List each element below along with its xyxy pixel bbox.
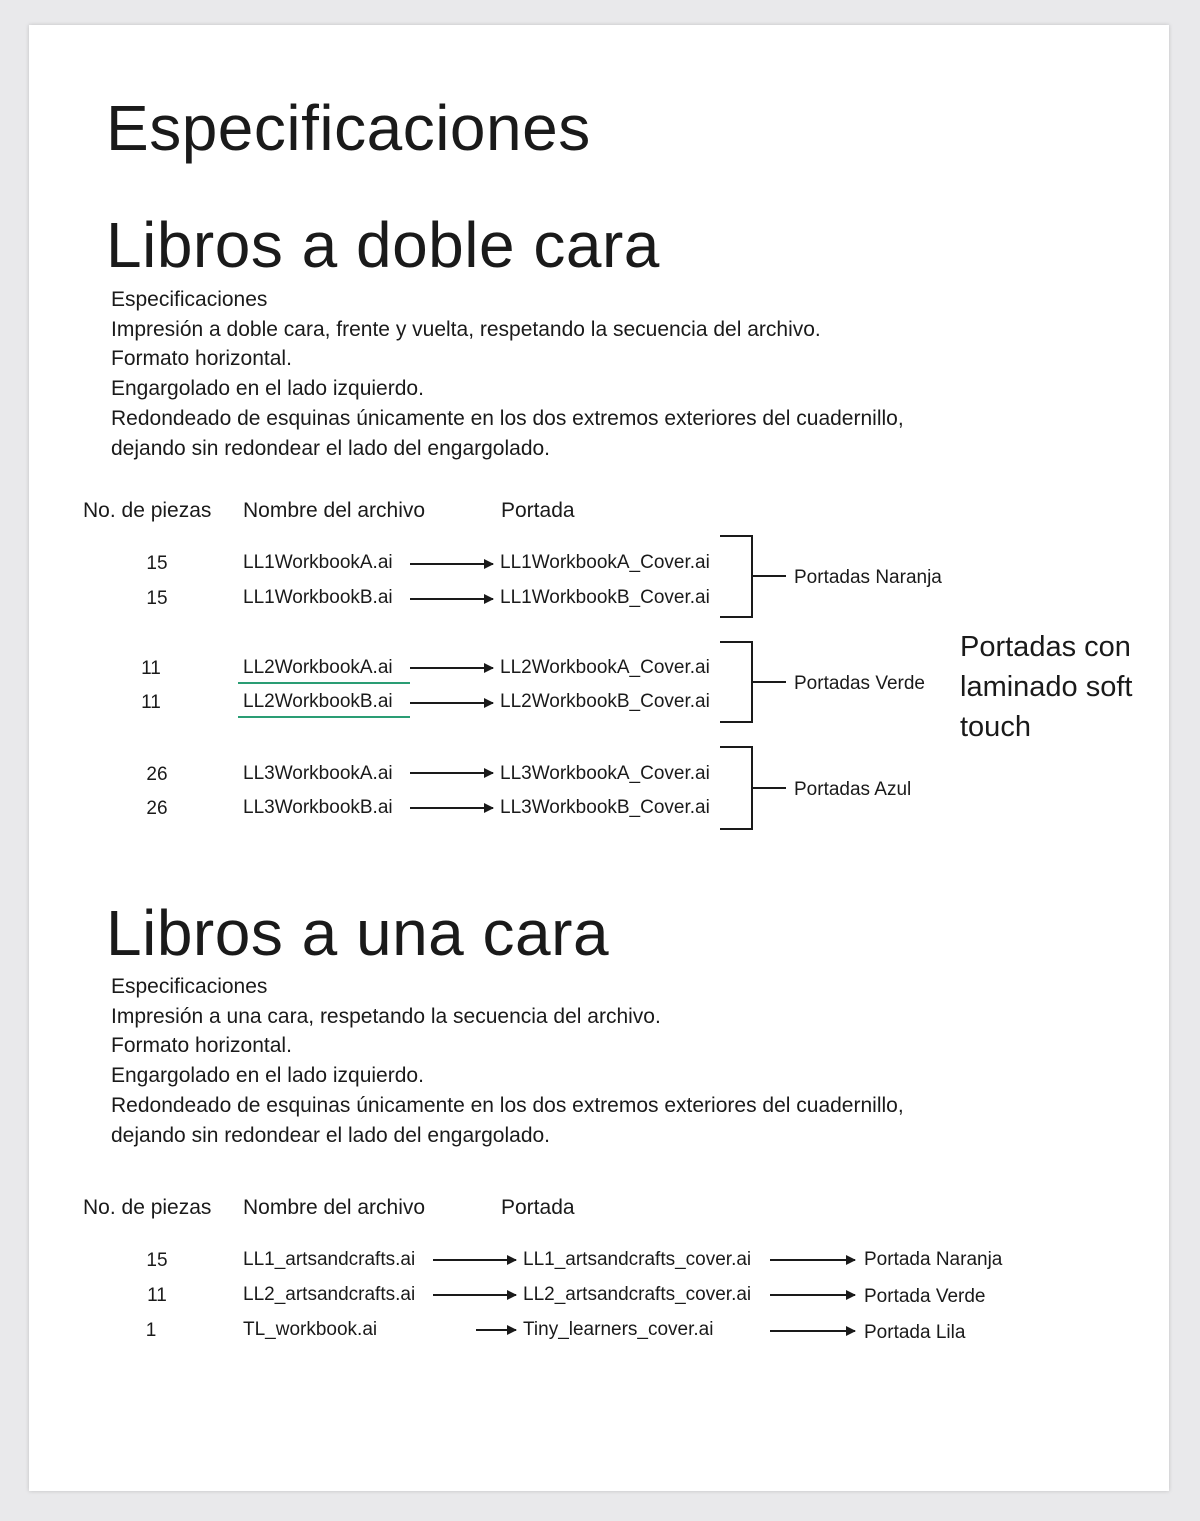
row-file: LL3WorkbookB.ai [243, 797, 393, 818]
lamination-note: Portadas con laminado soft touch [960, 631, 1133, 743]
page-title: Especificaciones [106, 92, 591, 164]
row-file: LL1WorkbookB.ai [243, 587, 393, 608]
row-qty: 1 [145, 1320, 157, 1341]
spec-line: Redondeado de esquinas únicamente en los dos extremos exteriores del cuadernillo, [111, 406, 904, 430]
spec-line: Formato horizontal. [111, 1034, 292, 1058]
group-label-naranja: Portadas Naranja [794, 567, 942, 588]
section-heading-double-sided: Libros a doble cara [106, 209, 660, 281]
bracket-icon [720, 536, 752, 617]
row-cover: LL2WorkbookA_Cover.ai [500, 657, 710, 678]
row-qty: 11 [141, 658, 161, 679]
group-label-azul: Portadas Azul [794, 779, 912, 800]
row-cover: LL2_artsandcrafts_cover.ai [523, 1284, 752, 1305]
row-file: LL2WorkbookA.ai [243, 657, 393, 678]
spec-line: dejando sin redondear el lado del engargolado. [111, 436, 551, 460]
column-header-file: Nombre del archivo [243, 499, 426, 522]
row-file: LL2_artsandcrafts.ai [243, 1284, 416, 1305]
bracket-icon [720, 642, 752, 722]
spec-line: Engargolado en el lado izquierdo. [111, 1064, 424, 1088]
row-qty: 11 [147, 1285, 167, 1306]
row-cover: Tiny_learners_cover.ai [523, 1319, 714, 1340]
row-cover: LL1_artsandcrafts_cover.ai [523, 1249, 752, 1270]
bracket-icon [720, 747, 752, 829]
column-header-qty: No. de piezas [83, 499, 212, 522]
row-qty: 11 [141, 692, 161, 713]
spec-line: Formato horizontal. [111, 347, 292, 371]
row-result: Portada Naranja [864, 1249, 1003, 1270]
spec-line: Impresión a doble cara, frente y vuelta, respetando la secuencia del archivo. [111, 317, 821, 341]
row-file: LL2WorkbookB.ai [243, 691, 393, 712]
row-result: Portada Verde [864, 1286, 986, 1307]
row-result: Portada Lila [864, 1322, 966, 1343]
spec-line: Especificaciones [111, 975, 268, 998]
row-cover: LL1WorkbookA_Cover.ai [500, 552, 710, 573]
row-qty: 26 [146, 764, 168, 785]
row-qty: 15 [146, 553, 168, 574]
row-cover: LL2WorkbookB_Cover.ai [500, 691, 710, 712]
spec-line: Impresión a una cara, respetando la secuencia del archivo. [111, 1004, 661, 1028]
row-cover: LL3WorkbookA_Cover.ai [500, 763, 710, 784]
row-qty: 15 [146, 588, 168, 609]
column-header-cover: Portada [501, 1196, 575, 1219]
group-label-verde: Portadas Verde [794, 673, 925, 694]
row-cover: LL1WorkbookB_Cover.ai [500, 587, 710, 608]
row-file: TL_workbook.ai [243, 1319, 378, 1340]
spec-line: dejando sin redondear el lado del engargolado. [111, 1123, 551, 1147]
column-header-qty: No. de piezas [83, 1196, 212, 1219]
row-cover: LL3WorkbookB_Cover.ai [500, 797, 710, 818]
column-header-cover: Portada [501, 499, 575, 522]
spec-line: Engargolado en el lado izquierdo. [111, 377, 424, 401]
section-heading-single-sided: Libros a una cara [106, 897, 610, 969]
row-file: LL1_artsandcrafts.ai [243, 1249, 416, 1270]
row-file: LL3WorkbookA.ai [243, 763, 393, 784]
row-qty: 26 [146, 798, 168, 819]
spec-line: Especificaciones [111, 288, 268, 311]
row-file: LL1WorkbookA.ai [243, 552, 393, 573]
row-qty: 15 [146, 1250, 168, 1271]
spec-line: Redondeado de esquinas únicamente en los dos extremos exteriores del cuadernillo, [111, 1093, 904, 1117]
column-header-file: Nombre del archivo [243, 1196, 426, 1219]
